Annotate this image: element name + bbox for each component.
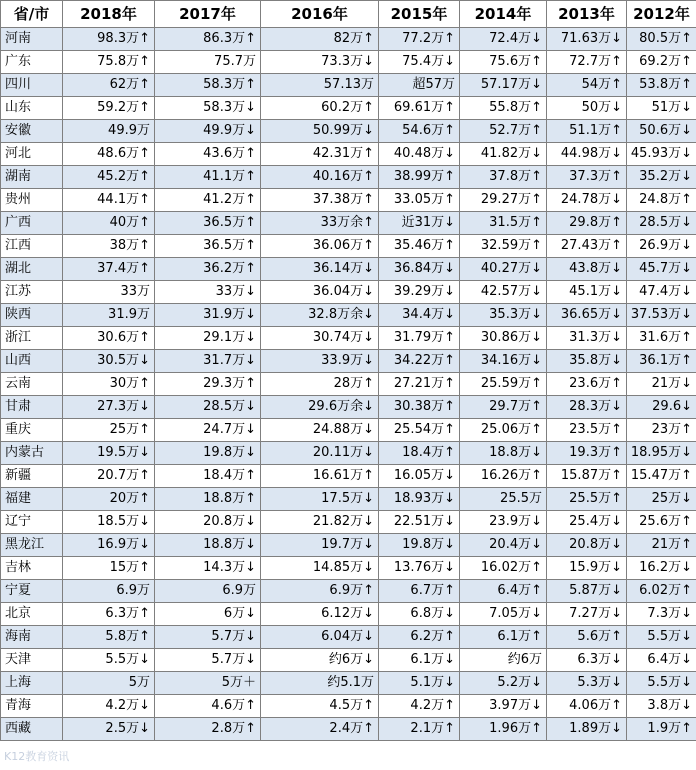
value-cell: 18.8万↓ (460, 442, 547, 465)
watermark: K12教育资讯 (4, 750, 70, 763)
value-cell: 36.06万↑ (261, 235, 379, 258)
value-cell: 30.6万↑ (63, 327, 155, 350)
value-cell: 49.9万↓ (155, 120, 261, 143)
value-cell: 21.82万↓ (261, 511, 379, 534)
table-row (1, 718, 696, 741)
value-cell: 16.61万↑ (261, 465, 379, 488)
value-cell: 69.61万↑ (379, 97, 460, 120)
column-header-province: 省/市 (1, 1, 63, 28)
value-cell: 31.7万↓ (155, 350, 261, 373)
value-cell: 35.2万↓ (627, 166, 696, 189)
value-cell: 20.8万↓ (547, 534, 627, 557)
value-cell: 16.2万↓ (627, 557, 696, 580)
value-cell: 6.1万↑ (460, 626, 547, 649)
value-cell: 5.8万↑ (63, 626, 155, 649)
value-cell: 62万↑ (63, 74, 155, 97)
value-cell: 50.99万↓ (261, 120, 379, 143)
value-cell: 82万↑ (261, 28, 379, 51)
table-row (1, 465, 696, 488)
value-cell: 6.4万↓ (627, 649, 696, 672)
value-cell: 34.4万↓ (379, 304, 460, 327)
table-row (1, 97, 696, 120)
value-cell: 40.16万↑ (261, 166, 379, 189)
province-cell: 河南 (1, 28, 63, 51)
value-cell: 44.98万↓ (547, 143, 627, 166)
column-header-year: 2016年 (261, 1, 379, 28)
value-cell: 45.93万↓ (627, 143, 696, 166)
value-cell: 72.4万↓ (460, 28, 547, 51)
province-cell: 北京 (1, 603, 63, 626)
value-cell: 19.7万↓ (261, 534, 379, 557)
value-cell: 30.5万↓ (63, 350, 155, 373)
column-header-year: 2018年 (63, 1, 155, 28)
value-cell: 15.9万↓ (547, 557, 627, 580)
value-cell: 2.1万↑ (379, 718, 460, 741)
value-cell: 86.3万↑ (155, 28, 261, 51)
province-cell: 天津 (1, 649, 63, 672)
province-cell: 新疆 (1, 465, 63, 488)
value-cell: 16.05万↓ (379, 465, 460, 488)
value-cell: 38.99万↑ (379, 166, 460, 189)
value-cell: 16.9万↓ (63, 534, 155, 557)
value-cell: 5万＋ (155, 672, 261, 695)
value-cell: 23.9万↓ (460, 511, 547, 534)
value-cell: 73.3万↓ (261, 51, 379, 74)
value-cell: 31.5万↑ (460, 212, 547, 235)
province-cell: 浙江 (1, 327, 63, 350)
value-cell: 40.48万↓ (379, 143, 460, 166)
value-cell: 59.2万↑ (63, 97, 155, 120)
value-cell: 23.6万↑ (547, 373, 627, 396)
province-cell: 河北 (1, 143, 63, 166)
value-cell: 36.04万↓ (261, 281, 379, 304)
value-cell: 33万 (63, 281, 155, 304)
value-cell: 6.02万↑ (627, 580, 696, 603)
value-cell: 24.7万↓ (155, 419, 261, 442)
value-cell: 33万余↑ (261, 212, 379, 235)
value-cell: 75.4万↓ (379, 51, 460, 74)
value-cell: 30.86万↓ (460, 327, 547, 350)
value-cell: 5.5万↓ (63, 649, 155, 672)
value-cell: 25.5万 (460, 488, 547, 511)
value-cell: 3.97万↓ (460, 695, 547, 718)
value-cell: 5.5万↓ (627, 672, 696, 695)
column-header-year: 2017年 (155, 1, 261, 28)
value-cell: 25.6万↑ (627, 511, 696, 534)
value-cell: 29.7万↑ (460, 396, 547, 419)
value-cell: 69.2万↑ (627, 51, 696, 74)
value-cell: 近31万↓ (379, 212, 460, 235)
value-cell: 6.8万↓ (379, 603, 460, 626)
column-header-year: 2014年 (460, 1, 547, 28)
value-cell: 5.7万↓ (155, 649, 261, 672)
value-cell: 超57万 (379, 74, 460, 97)
table-row (1, 488, 696, 511)
value-cell: 22.51万↓ (379, 511, 460, 534)
table-row (1, 419, 696, 442)
value-cell: 31.9万↓ (155, 304, 261, 327)
value-cell: 30万↑ (63, 373, 155, 396)
value-cell: 17.5万↓ (261, 488, 379, 511)
value-cell: 43.6万↑ (155, 143, 261, 166)
value-cell: 51万↓ (627, 97, 696, 120)
value-cell: 39.29万↓ (379, 281, 460, 304)
value-cell: 37.3万↑ (547, 166, 627, 189)
value-cell: 25.54万↑ (379, 419, 460, 442)
value-cell: 36.65万↓ (547, 304, 627, 327)
value-cell: 29.27万↑ (460, 189, 547, 212)
value-cell: 55.8万↑ (460, 97, 547, 120)
value-cell: 18.93万↓ (379, 488, 460, 511)
value-cell: 6.4万↑ (460, 580, 547, 603)
value-cell: 80.5万↑ (627, 28, 696, 51)
value-cell: 16.26万↑ (460, 465, 547, 488)
value-cell: 75.8万↑ (63, 51, 155, 74)
value-cell: 47.4万↓ (627, 281, 696, 304)
value-cell: 27.3万↓ (63, 396, 155, 419)
value-cell: 45.2万↑ (63, 166, 155, 189)
province-cell: 上海 (1, 672, 63, 695)
value-cell: 33万↓ (155, 281, 261, 304)
value-cell: 20.8万↓ (155, 511, 261, 534)
value-cell: 6.9万 (63, 580, 155, 603)
table-row (1, 695, 696, 718)
table-row (1, 327, 696, 350)
value-cell: 28万↑ (261, 373, 379, 396)
value-cell: 31.3万↓ (547, 327, 627, 350)
table-row (1, 258, 696, 281)
value-cell: 29.3万↑ (155, 373, 261, 396)
province-cell: 广东 (1, 51, 63, 74)
table-row (1, 350, 696, 373)
table-row (1, 534, 696, 557)
province-cell: 福建 (1, 488, 63, 511)
value-cell: 41.1万↑ (155, 166, 261, 189)
value-cell: 15.47万↑ (627, 465, 696, 488)
header-row (1, 1, 696, 28)
table-row (1, 442, 696, 465)
value-cell: 40.27万↓ (460, 258, 547, 281)
value-cell: 19.3万↑ (547, 442, 627, 465)
value-cell: 6.1万↓ (379, 649, 460, 672)
value-cell: 5.2万↓ (460, 672, 547, 695)
value-cell: 35.46万↑ (379, 235, 460, 258)
value-cell: 41.2万↑ (155, 189, 261, 212)
value-cell: 6.9万↑ (261, 580, 379, 603)
value-cell: 25万↑ (63, 419, 155, 442)
table-row (1, 396, 696, 419)
province-cell: 广西 (1, 212, 63, 235)
table-row (1, 649, 696, 672)
value-cell: 31.79万↑ (379, 327, 460, 350)
value-cell: 49.9万 (63, 120, 155, 143)
value-cell: 35.3万↓ (460, 304, 547, 327)
value-cell: 40万↑ (63, 212, 155, 235)
value-cell: 57.17万↓ (460, 74, 547, 97)
value-cell: 38万↑ (63, 235, 155, 258)
value-cell: 29.6万余↓ (261, 396, 379, 419)
value-cell: 1.9万↑ (627, 718, 696, 741)
value-cell: 6.12万↓ (261, 603, 379, 626)
value-cell: 77.2万↑ (379, 28, 460, 51)
value-cell: 24.88万↓ (261, 419, 379, 442)
table-row (1, 304, 696, 327)
value-cell: 24.8万↑ (627, 189, 696, 212)
value-cell: 29.1万↓ (155, 327, 261, 350)
table-row (1, 603, 696, 626)
table-row (1, 373, 696, 396)
table-row (1, 235, 696, 258)
value-cell: 2.8万↑ (155, 718, 261, 741)
value-cell: 37.53万↓ (627, 304, 696, 327)
value-cell: 45.1万↓ (547, 281, 627, 304)
value-cell: 5.5万↓ (627, 626, 696, 649)
value-cell: 1.89万↓ (547, 718, 627, 741)
table-row (1, 51, 696, 74)
value-cell: 15.87万↑ (547, 465, 627, 488)
table-row (1, 189, 696, 212)
province-cell: 山东 (1, 97, 63, 120)
value-cell: 52.7万↑ (460, 120, 547, 143)
value-cell: 18.8万↓ (155, 534, 261, 557)
value-cell: 18.5万↓ (63, 511, 155, 534)
value-cell: 约5.1万 (261, 672, 379, 695)
value-cell: 60.2万↑ (261, 97, 379, 120)
value-cell: 20.4万↓ (460, 534, 547, 557)
value-cell: 44.1万↑ (63, 189, 155, 212)
province-cell: 陕西 (1, 304, 63, 327)
province-cell: 云南 (1, 373, 63, 396)
value-cell: 18.8万↑ (155, 488, 261, 511)
value-cell: 6.3万↓ (547, 649, 627, 672)
value-cell: 27.43万↑ (547, 235, 627, 258)
value-cell: 36.84万↓ (379, 258, 460, 281)
value-cell: 57.13万 (261, 74, 379, 97)
value-cell: 54.6万↑ (379, 120, 460, 143)
province-cell: 吉林 (1, 557, 63, 580)
value-cell: 5.7万↓ (155, 626, 261, 649)
value-cell: 30.74万↓ (261, 327, 379, 350)
table-row (1, 281, 696, 304)
province-cell: 西藏 (1, 718, 63, 741)
value-cell: 20.11万↓ (261, 442, 379, 465)
value-cell: 4.6万↑ (155, 695, 261, 718)
value-cell: 37.8万↑ (460, 166, 547, 189)
column-header-year: 2015年 (379, 1, 460, 28)
value-cell: 45.7万↓ (627, 258, 696, 281)
table-body (1, 28, 696, 741)
value-cell: 5万 (63, 672, 155, 695)
column-header-year: 2012年 (627, 1, 696, 28)
value-cell: 19.8万↓ (379, 534, 460, 557)
province-cell: 贵州 (1, 189, 63, 212)
table-row (1, 672, 696, 695)
value-cell: 4.2万↓ (63, 695, 155, 718)
province-cell: 山西 (1, 350, 63, 373)
value-cell: 42.57万↓ (460, 281, 547, 304)
value-cell: 58.3万↑ (155, 74, 261, 97)
value-cell: 24.78万↓ (547, 189, 627, 212)
value-cell: 36.1万↑ (627, 350, 696, 373)
value-cell: 75.6万↑ (460, 51, 547, 74)
value-cell: 5.6万↑ (547, 626, 627, 649)
value-cell: 58.3万↓ (155, 97, 261, 120)
table-row (1, 143, 696, 166)
table-row (1, 120, 696, 143)
value-cell: 71.63万↓ (547, 28, 627, 51)
value-cell: 6.7万↑ (379, 580, 460, 603)
value-cell: 25.06万↑ (460, 419, 547, 442)
value-cell: 2.5万↓ (63, 718, 155, 741)
value-cell: 35.8万↓ (547, 350, 627, 373)
value-cell: 20.7万↑ (63, 465, 155, 488)
value-cell: 98.3万↑ (63, 28, 155, 51)
province-cell: 安徽 (1, 120, 63, 143)
value-cell: 30.38万↑ (379, 396, 460, 419)
value-cell: 5.3万↓ (547, 672, 627, 695)
province-cell: 江西 (1, 235, 63, 258)
value-cell: 33.9万↓ (261, 350, 379, 373)
value-cell: 36.2万↑ (155, 258, 261, 281)
value-cell: 54万↑ (547, 74, 627, 97)
value-cell: 31.6万↑ (627, 327, 696, 350)
value-cell: 1.96万↑ (460, 718, 547, 741)
value-cell: 6.9万 (155, 580, 261, 603)
value-cell: 约6万 (460, 649, 547, 672)
value-cell: 33.05万↑ (379, 189, 460, 212)
value-cell: 32.59万↑ (460, 235, 547, 258)
value-cell: 13.76万↓ (379, 557, 460, 580)
province-cell: 湖南 (1, 166, 63, 189)
table-row (1, 580, 696, 603)
value-cell: 28.3万↓ (547, 396, 627, 419)
value-cell: 14.3万↓ (155, 557, 261, 580)
province-cell: 江苏 (1, 281, 63, 304)
value-cell: 50万↓ (547, 97, 627, 120)
value-cell: 25.59万↑ (460, 373, 547, 396)
value-cell: 19.8万↓ (155, 442, 261, 465)
value-cell: 43.8万↓ (547, 258, 627, 281)
value-cell: 2.4万↑ (261, 718, 379, 741)
value-cell: 6.04万↓ (261, 626, 379, 649)
value-cell: 7.05万↓ (460, 603, 547, 626)
value-cell: 14.85万↓ (261, 557, 379, 580)
value-cell: 7.27万↓ (547, 603, 627, 626)
value-cell: 7.3万↓ (627, 603, 696, 626)
value-cell: 15万↑ (63, 557, 155, 580)
value-cell: 29.6↓ (627, 396, 696, 419)
value-cell: 3.8万↓ (627, 695, 696, 718)
province-cell: 辽宁 (1, 511, 63, 534)
value-cell: 4.2万↑ (379, 695, 460, 718)
value-cell: 18.4万↑ (155, 465, 261, 488)
province-cell: 海南 (1, 626, 63, 649)
value-cell: 5.1万↓ (379, 672, 460, 695)
value-cell: 37.38万↑ (261, 189, 379, 212)
value-cell: 31.9万 (63, 304, 155, 327)
value-cell: 21万↓ (627, 373, 696, 396)
value-cell: 28.5万↓ (155, 396, 261, 419)
value-cell: 50.6万↓ (627, 120, 696, 143)
value-cell: 4.5万↑ (261, 695, 379, 718)
value-cell: 48.6万↑ (63, 143, 155, 166)
value-cell: 36.5万↑ (155, 212, 261, 235)
value-cell: 32.8万余↓ (261, 304, 379, 327)
value-cell: 53.8万↑ (627, 74, 696, 97)
value-cell: 72.7万↑ (547, 51, 627, 74)
column-header-year: 2013年 (547, 1, 627, 28)
province-cell: 四川 (1, 74, 63, 97)
value-cell: 23万↑ (627, 419, 696, 442)
value-cell: 21万↑ (627, 534, 696, 557)
table-row (1, 626, 696, 649)
value-cell: 18.95万↓ (627, 442, 696, 465)
value-cell: 75.7万 (155, 51, 261, 74)
province-cell: 重庆 (1, 419, 63, 442)
value-cell: 26.9万↓ (627, 235, 696, 258)
value-cell: 41.82万↓ (460, 143, 547, 166)
value-cell: 18.4万↑ (379, 442, 460, 465)
value-cell: 51.1万↑ (547, 120, 627, 143)
value-cell: 29.8万↑ (547, 212, 627, 235)
table-row (1, 557, 696, 580)
province-cell: 青海 (1, 695, 63, 718)
value-cell: 27.21万↑ (379, 373, 460, 396)
value-cell: 4.06万↑ (547, 695, 627, 718)
value-cell: 6.3万↑ (63, 603, 155, 626)
value-cell: 6万↓ (155, 603, 261, 626)
value-cell: 约6万↓ (261, 649, 379, 672)
value-cell: 28.5万↓ (627, 212, 696, 235)
province-cell: 内蒙古 (1, 442, 63, 465)
table-row (1, 74, 696, 97)
value-cell: 23.5万↑ (547, 419, 627, 442)
table-row (1, 212, 696, 235)
value-cell: 34.22万↑ (379, 350, 460, 373)
province-cell: 宁夏 (1, 580, 63, 603)
value-cell: 37.4万↑ (63, 258, 155, 281)
table-row (1, 511, 696, 534)
province-cell: 黑龙江 (1, 534, 63, 557)
value-cell: 36.5万↑ (155, 235, 261, 258)
table-row (1, 28, 696, 51)
value-cell: 42.31万↑ (261, 143, 379, 166)
value-cell: 25.5万↑ (547, 488, 627, 511)
value-cell: 6.2万↑ (379, 626, 460, 649)
value-cell: 25.4万↓ (547, 511, 627, 534)
value-cell: 19.5万↓ (63, 442, 155, 465)
value-cell: 34.16万↓ (460, 350, 547, 373)
value-cell: 36.14万↓ (261, 258, 379, 281)
province-cell: 湖北 (1, 258, 63, 281)
value-cell: 25万↓ (627, 488, 696, 511)
table-row (1, 166, 696, 189)
province-cell: 甘肃 (1, 396, 63, 419)
value-cell: 5.87万↓ (547, 580, 627, 603)
value-cell: 20万↑ (63, 488, 155, 511)
value-cell: 16.02万↑ (460, 557, 547, 580)
